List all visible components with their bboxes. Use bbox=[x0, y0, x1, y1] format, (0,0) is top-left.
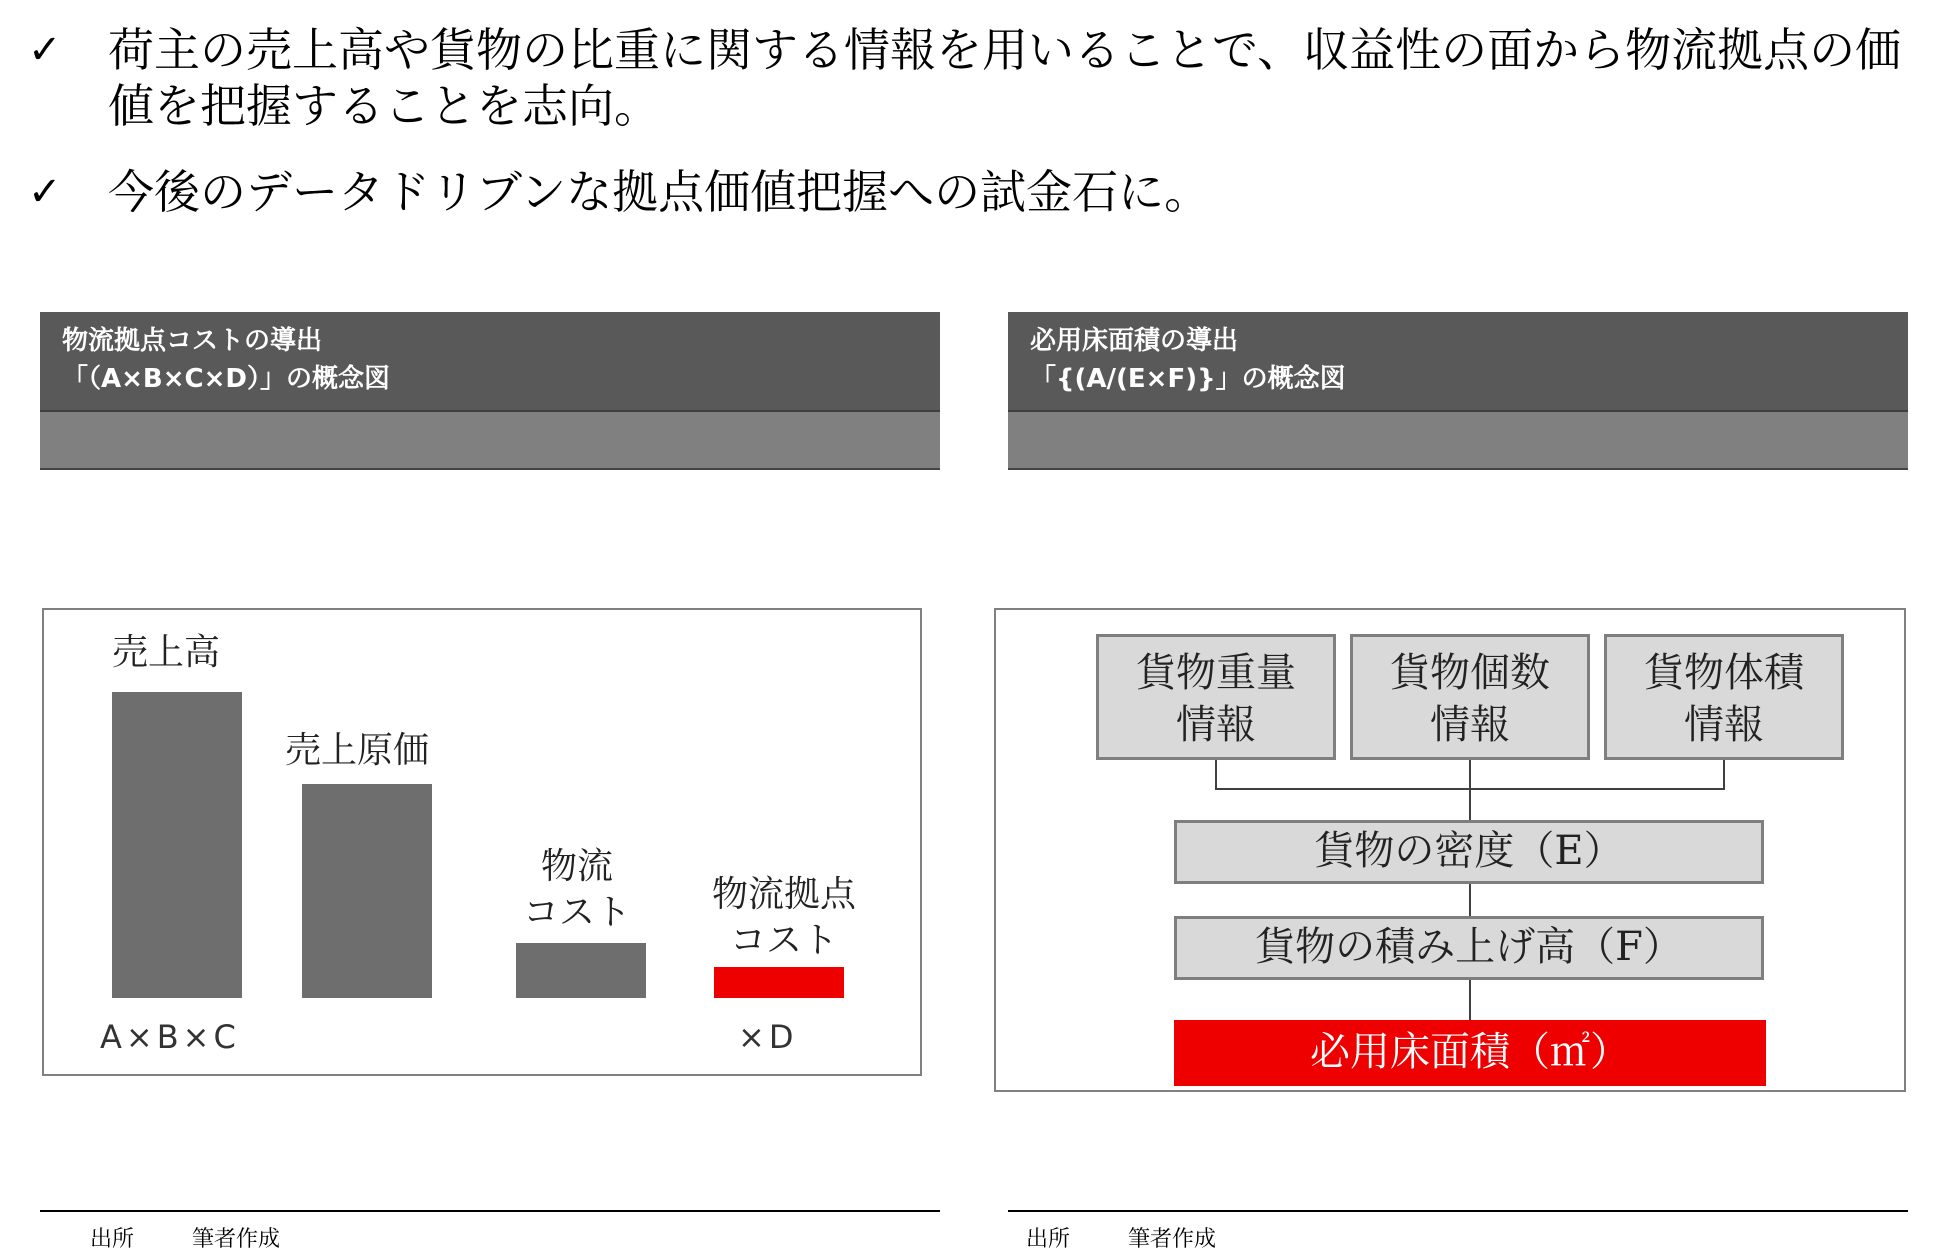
bullet-text: 荷主の売上高や貨物の比重に関する情報を用いることで、収益性の面から物流拠点の価値を把握することを志向。 bbox=[108, 23, 1902, 133]
cargo-volume-label-2: 情報 bbox=[1684, 702, 1764, 748]
connector-line bbox=[1215, 760, 1217, 790]
footer-rule bbox=[40, 1210, 940, 1212]
formula-d: ×D bbox=[738, 1018, 798, 1056]
cargo-count-label: 貨物個数 bbox=[1390, 650, 1550, 696]
cargo-count-label-2: 情報 bbox=[1430, 702, 1510, 748]
bar-label-hub-cost-2: コスト bbox=[729, 920, 838, 961]
bar-logistics-cost bbox=[516, 943, 646, 998]
bullet-item bbox=[28, 164, 1908, 220]
connector-line bbox=[1469, 760, 1471, 790]
source-label: 出所 bbox=[1026, 1227, 1071, 1252]
source-value: 筆者作成 bbox=[1128, 1227, 1217, 1252]
bar-sales bbox=[112, 692, 242, 998]
cargo-count-box bbox=[1350, 634, 1590, 760]
right-panel-subtitle: 「{(A/(E×F)}」の概念図 bbox=[1030, 364, 1346, 394]
connector-line bbox=[1723, 760, 1725, 790]
left-panel-title: 物流拠点コストの導出 bbox=[62, 326, 323, 356]
cargo-volume-label: 貨物体積 bbox=[1644, 650, 1804, 696]
header-subband bbox=[40, 412, 940, 470]
source-value: 筆者作成 bbox=[192, 1227, 281, 1252]
required-floor-area-box: 必用床面積（㎡） bbox=[1174, 1020, 1766, 1086]
cargo-weight-box bbox=[1096, 634, 1336, 760]
footer-rule bbox=[1008, 1210, 1908, 1212]
bullet-item bbox=[28, 22, 1908, 134]
cargo-weight-label-2: 情報 bbox=[1176, 702, 1256, 748]
cargo-volume-box bbox=[1604, 634, 1844, 760]
cost-concept-diagram bbox=[42, 608, 922, 1076]
checkmark-icon: ✓ bbox=[28, 27, 62, 73]
bar-label-sales: 売上高 bbox=[111, 632, 220, 673]
header-subband bbox=[1008, 412, 1908, 470]
bar-label-cost-of-sales: 売上原価 bbox=[284, 730, 429, 771]
source-label: 出所 bbox=[90, 1227, 135, 1252]
left-panel-header bbox=[40, 312, 940, 470]
bar-label-logistics-cost-1: 物流 bbox=[540, 846, 613, 887]
left-panel-subtitle: 「（A×B×C×D）」の概念図 bbox=[62, 364, 390, 394]
bar-label-logistics-cost-2: コスト bbox=[522, 892, 631, 933]
checkmark-icon: ✓ bbox=[28, 169, 62, 215]
right-panel-header bbox=[1008, 312, 1908, 470]
stack-height-box: 貨物の積み上げ高（F） bbox=[1174, 916, 1764, 980]
cargo-weight-label: 貨物重量 bbox=[1136, 650, 1296, 696]
bar-hub-cost bbox=[714, 967, 844, 998]
cargo-density-box: 貨物の密度（E） bbox=[1174, 820, 1764, 884]
formula-abc: A×B×C bbox=[100, 1018, 240, 1056]
connector-line bbox=[1469, 884, 1471, 918]
right-panel-title: 必用床面積の導出 bbox=[1030, 326, 1239, 356]
floor-area-concept-diagram bbox=[994, 608, 1906, 1092]
connector-line bbox=[1469, 980, 1471, 1022]
bullet-text: 今後のデータドリブンな拠点価値把握への試金石に。 bbox=[108, 165, 1211, 219]
bar-cost-of-sales bbox=[302, 784, 432, 998]
bar-label-hub-cost-1: 物流拠点 bbox=[711, 874, 856, 915]
